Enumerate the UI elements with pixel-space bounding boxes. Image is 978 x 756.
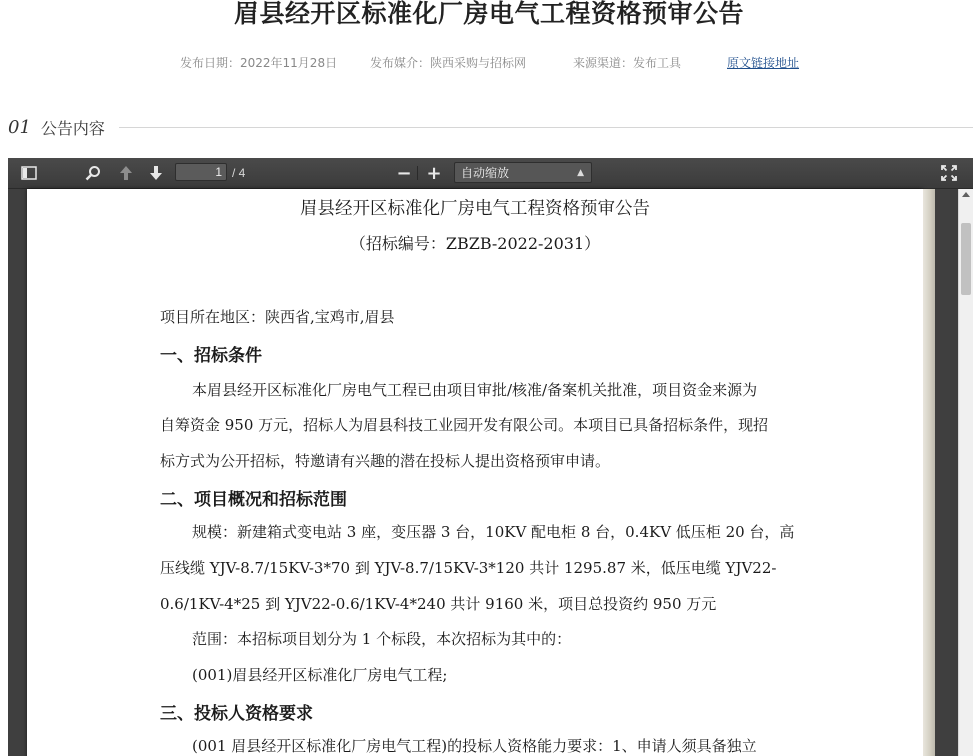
page-title: 眉县经开区标准化厂房电气工程资格预审公告: [233, 0, 744, 28]
section-title: 公告内容: [40, 118, 105, 138]
vertical-scrollbar[interactable]: [958, 189, 973, 756]
section-number: 01: [8, 116, 31, 138]
arrow-down-icon[interactable]: [145, 163, 167, 183]
original-link[interactable]: 原文链接地址: [727, 56, 800, 70]
doc-paragraph-line: (001)眉县经开区标准化厂房电气工程;: [192, 666, 448, 684]
doc-paragraph-line: (001 眉县经开区标准化厂房电气工程)的投标人资格能力要求：1、申请人须具备独立: [192, 737, 757, 755]
toolbar-separator: [417, 166, 418, 180]
section-divider: [119, 127, 973, 128]
pdf-page: [27, 189, 923, 756]
zoom-out-button[interactable]: −: [396, 162, 412, 184]
section-header: [8, 116, 973, 138]
publish-date: 发布日期：2022年11月28日: [180, 56, 338, 70]
zoom-select-value: 自动缩放: [461, 166, 510, 180]
doc-paragraph-line: 规模：新建箱式变电站 3 座，变压器 3 台，10KV 配电柜 8 台，0.4KV 低压柜 20 台，高: [192, 523, 795, 541]
doc-paragraph-line: 自筹资金 950 万元，招标人为眉县科技工业园开发有限公司。本项目已具备招标条件，现招: [160, 416, 769, 434]
doc-paragraph-line: 范围：本招标项目划分为 1 个标段，本次招标为其中的：: [192, 630, 572, 648]
doc-paragraph-line: 标方式为公开招标，特邀请有兴趣的潜在投标人提出资格预审申请。: [160, 452, 611, 470]
zoom-in-button[interactable]: +: [426, 162, 442, 184]
page-edge-shadow: [923, 189, 935, 756]
sidebar-toggle-icon[interactable]: [18, 163, 40, 183]
doc-paragraph-line: 0.6/1KV-4*25 到 YJV22-0.6/1KV-4*240 共计 9160 米，项目总投资约 950 万元: [160, 595, 717, 613]
page-number-input[interactable]: [175, 163, 227, 181]
publish-media: 发布媒介：陕西采购与招标网: [370, 56, 527, 70]
fullscreen-icon[interactable]: [938, 163, 960, 183]
doc-paragraph-line: 压线缆 YJV-8.7/15KV-3*70 到 YJV-8.7/15KV-3*120 共计 1295.87 米，低压电缆 YJV22-: [160, 559, 777, 577]
source-channel: 来源渠道：发布工具: [573, 56, 682, 70]
page-count: / 4: [232, 166, 246, 180]
doc-heading-2: 二、项目概况和招标范围: [160, 490, 347, 510]
arrow-up-icon[interactable]: [115, 163, 137, 183]
zoom-select[interactable]: [454, 162, 592, 183]
doc-title: 眉县经开区标准化厂房电气工程资格预审公告: [300, 199, 650, 219]
select-caret-icon: ▲: [577, 168, 584, 178]
search-icon[interactable]: [82, 163, 104, 183]
pdf-viewer: [8, 158, 973, 756]
pdf-canvas-area: [8, 189, 973, 756]
scroll-up-arrow-icon[interactable]: [962, 192, 970, 197]
doc-location: 项目所在地区：陕西省,宝鸡市,眉县: [160, 308, 395, 326]
doc-heading-1: 一、招标条件: [160, 346, 262, 366]
doc-paragraph-line: 本眉县经开区标准化厂房电气工程已由项目审批/核准/备案机关批准，项目资金来源为: [192, 381, 758, 399]
doc-subtitle: （招标编号：ZBZB-2022-2031）: [349, 234, 601, 253]
doc-heading-3: 三、投标人资格要求: [160, 704, 313, 724]
pdf-toolbar: [8, 158, 973, 189]
scroll-thumb[interactable]: [961, 223, 971, 295]
